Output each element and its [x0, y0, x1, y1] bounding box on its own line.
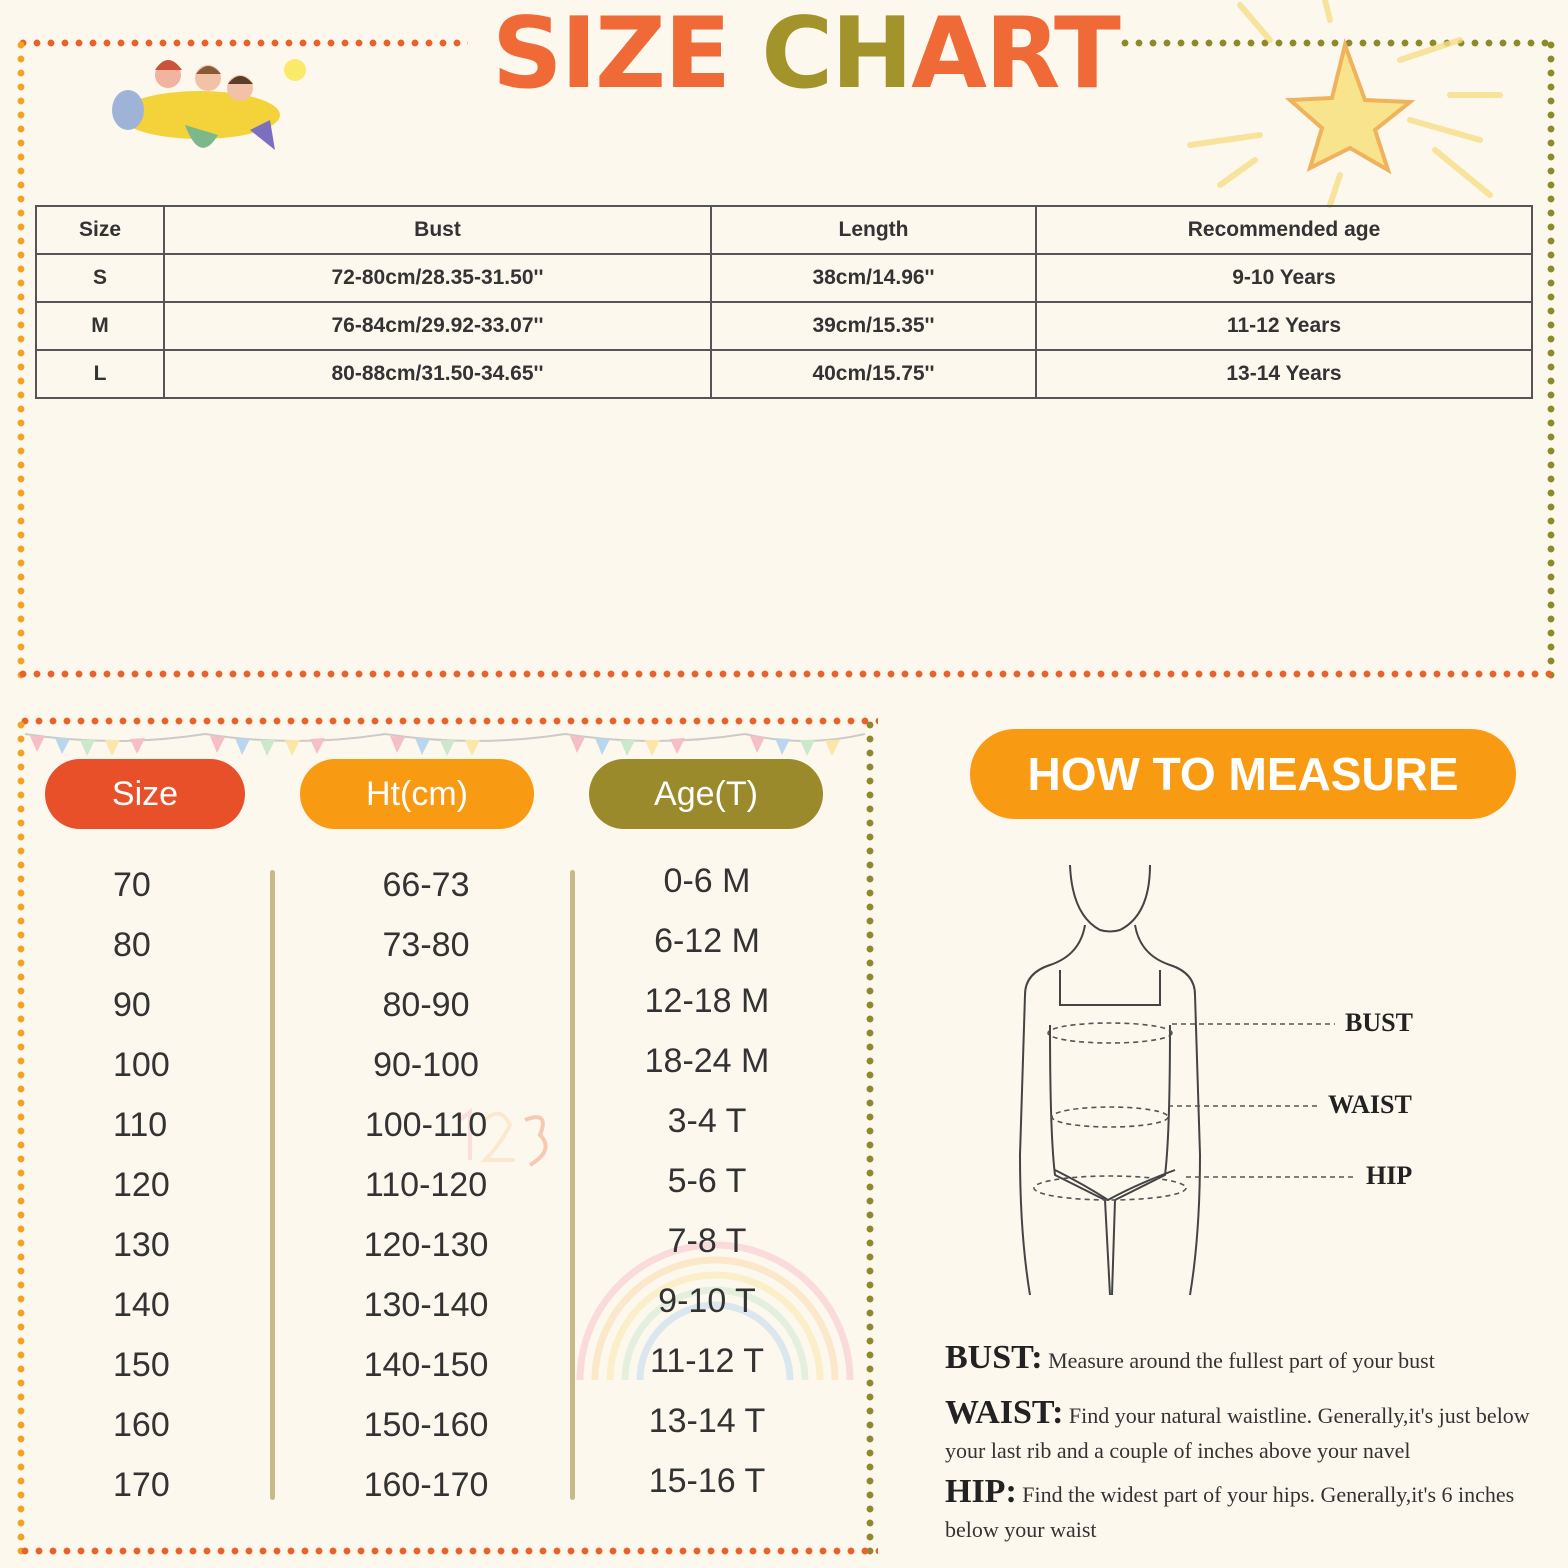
column-divider [270, 870, 275, 1500]
age-value: 12-18 M [644, 982, 770, 1020]
age-value: 15-16 T [648, 1462, 766, 1500]
age-column [607, 862, 807, 1526]
age-value: 13-14 T [648, 1402, 766, 1440]
size-value: 70 [113, 866, 151, 904]
cell-size: M [36, 302, 164, 350]
cell-age: 13-14 Years [1036, 350, 1532, 398]
cell-age: 9-10 Years [1036, 254, 1532, 302]
height-value: 80-90 [382, 986, 470, 1024]
height-value: 66-73 [382, 866, 470, 904]
cell-length: 39cm/15.35'' [711, 302, 1036, 350]
cell-length: 40cm/15.75'' [711, 350, 1036, 398]
cell-bust: 72-80cm/28.35-31.50'' [164, 254, 711, 302]
height-value: 90-100 [373, 1046, 479, 1084]
height-value: 120-130 [363, 1226, 489, 1264]
size-value: 160 [113, 1406, 170, 1444]
cell-length: 38cm/14.96'' [711, 254, 1036, 302]
size-value: 140 [113, 1286, 170, 1324]
cell-bust: 80-88cm/31.50-34.65'' [164, 350, 711, 398]
height-value: 150-160 [363, 1406, 489, 1444]
waist-term: WAIST: [945, 1394, 1064, 1431]
header-length: Length [711, 206, 1036, 254]
waist-description: WAIST: Find your natural waistline. Generally,it's just below your last rib and a couple of inches above your navel [945, 1394, 1530, 1463]
header-bust: Bust [164, 206, 711, 254]
height-value: 110-120 [364, 1166, 488, 1204]
bust-description: BUST: Measure around the fullest part of your bust [945, 1339, 1435, 1376]
table-row [36, 350, 1532, 398]
age-value: 0-6 M [663, 862, 751, 900]
kids-frame-left [16, 720, 26, 1560]
bust-label: BUST [1345, 1008, 1413, 1037]
size-value: 150 [113, 1346, 170, 1384]
hip-description: HIP: Find the widest part of your hips. Generally,it's 6 inches below your waist [945, 1473, 1515, 1542]
table-row [36, 254, 1532, 302]
size-chart-title: SIZE CHART [492, 0, 1119, 111]
height-value: 73-80 [382, 926, 470, 964]
kids-airplane-illustration [100, 40, 310, 170]
age-value: 3-4 T [667, 1102, 747, 1140]
left-border-upper [16, 40, 26, 680]
height-column-pill: Ht(cm) [300, 759, 534, 829]
height-value: 140-150 [363, 1346, 489, 1384]
size-value: 170 [113, 1466, 170, 1504]
table-header-row [36, 206, 1532, 254]
age-value: 9-10 T [658, 1282, 756, 1320]
table-row [36, 302, 1532, 350]
kids-frame-right [865, 720, 875, 1560]
how-to-measure-heading: HOW TO MEASURE [970, 729, 1516, 819]
body-outline-illustration [1010, 855, 1413, 1305]
height-column [326, 866, 526, 1530]
size-value: 130 [113, 1226, 170, 1264]
cell-size: L [36, 350, 164, 398]
kids-frame-top [20, 716, 878, 726]
size-value: 80 [113, 926, 151, 964]
header-size: Size [36, 206, 164, 254]
star-illustration [1160, 0, 1540, 210]
right-border-upper [1546, 40, 1556, 680]
cell-size: S [36, 254, 164, 302]
waist-label: WAIST [1328, 1090, 1412, 1119]
age-value: 18-24 M [644, 1042, 770, 1080]
size-table [35, 205, 1533, 399]
size-value: 120 [113, 1166, 170, 1204]
height-value: 160-170 [363, 1466, 489, 1504]
hip-term: HIP: [945, 1473, 1017, 1510]
bust-term: BUST: [945, 1339, 1043, 1376]
cell-bust: 76-84cm/29.92-33.07'' [164, 302, 711, 350]
size-value: 100 [113, 1046, 170, 1084]
kids-frame-bottom [20, 1546, 878, 1556]
size-column-pill: Size [45, 759, 245, 829]
column-divider [570, 870, 575, 1500]
age-value: 7-8 T [667, 1222, 747, 1260]
size-column [113, 866, 233, 1530]
hip-label: HIP [1366, 1161, 1413, 1190]
size-value: 110 [113, 1106, 168, 1144]
age-value: 11-12 T [649, 1342, 765, 1380]
age-value: 5-6 T [667, 1162, 747, 1200]
age-value: 6-12 M [654, 922, 760, 960]
size-value: 90 [113, 986, 151, 1024]
header-recommended-age: Recommended age [1036, 206, 1532, 254]
middle-border [18, 669, 1558, 679]
age-column-pill: Age(T) [589, 759, 823, 829]
cell-age: 11-12 Years [1036, 302, 1532, 350]
height-value: 130-140 [363, 1286, 489, 1324]
height-value: 100-110 [364, 1106, 488, 1144]
